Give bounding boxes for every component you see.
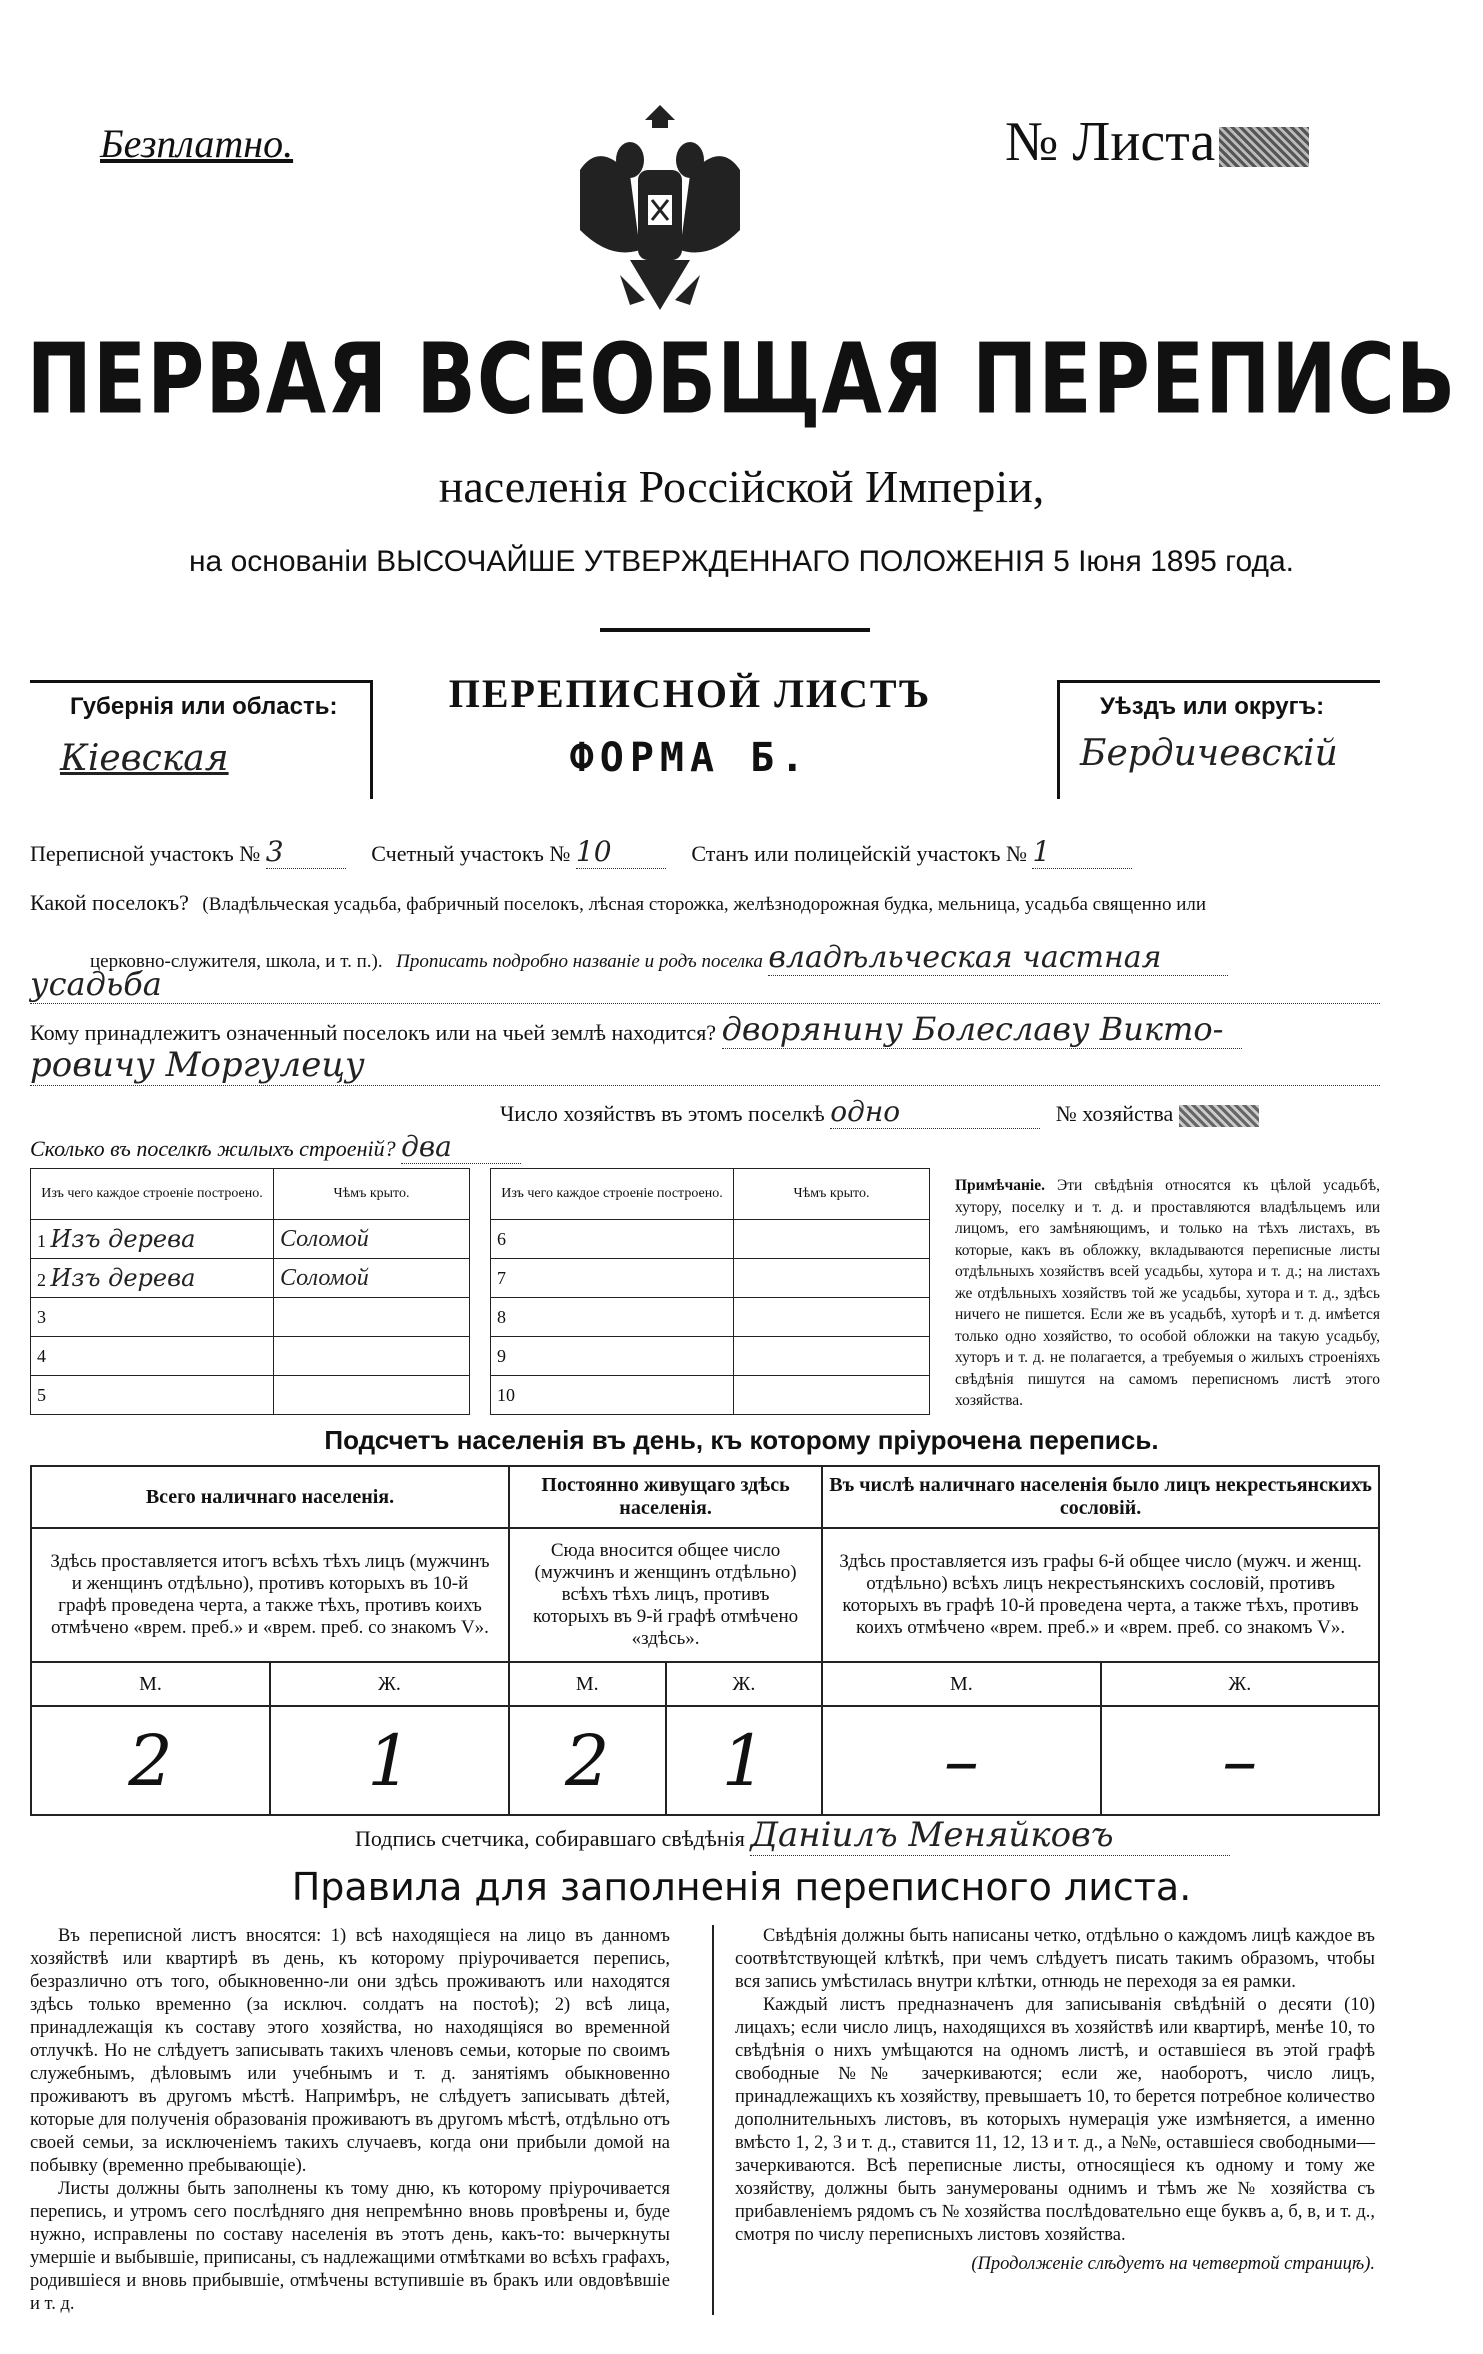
settlement-value-2: усадьба [30,965,1380,1004]
table-row: 3 [31,1298,470,1337]
total-male-value: 2 [31,1706,270,1815]
settlement-question-row [30,890,1206,916]
buildings-table-right: Изъ чего каждое строеніе построено. Чѣмъ крыто. 6 7 8 9 10 [490,1168,930,1415]
household-number-label: № хозяйства [1055,1101,1174,1126]
owner-question-row [30,1010,1242,1049]
count-district-value: 10 [576,835,666,869]
sheet-number [1005,110,1309,174]
table-row: 1 Изъ дерева Соломой [31,1220,470,1259]
rules-left-p2: Листы должны быть заполнены къ тому дню, къ которому пріурочивается перепись, и утромъ сего послѣдняго дня непремѣнно вновь провѣрены и, буде нужно, исправлены по составу населенія въ этотъ день, какъ-то: вычеркнуты умершіе и выбывшіе, приписаны, съ надлежащими отмѣтками во всѣхъ графахъ, родившіеся и вновь прибывшіе, отмѣчены вступившіе въ бракъ или овдовѣвшіе и т. д. [30,2179,670,2314]
rules-right-p2: Каждый листъ предназначенъ для записыванія свѣдѣній о десяти (10) лицахъ; если число лицъ, находящихся въ хозяйствѣ или квартирѣ, менѣе 10, то свѣдѣнія о нихъ умѣщаются на одномъ листѣ, и оставшіеся въ этой графѣ свободные №№ зачеркиваются; если же, наоборотъ, число лицъ, принадлежащихъ къ хозяйству, превышаетъ 10, то берется потребное количество дополнительныхъ листовъ, въ которыхъ нумерація уже измѣняется, а именно вмѣсто 1, 2, 3 и т. д., ставится 11, 12, 13 и т. д., а №№, оставшіеся свободными—зачеркиваются. Всѣ переписные листы, относящіеся къ одному и тому же хозяйству, должны быть занумерованы однимъ и тѣмъ же № хозяйства съ прибавленіемъ рядомъ съ № хозяйства послѣдовательно еще буквъ а, б, в, и т. д., смотря по числу переписныхъ листовъ хозяйства. [735,1995,1375,2245]
table-row: 2 Изъ дерева Соломой [31,1259,470,1298]
table-row: 6 [491,1220,930,1259]
settlement-value-1: владѣльческая частная [768,940,1228,976]
permanent-male-value: 2 [509,1706,666,1815]
district-numbers-row [30,835,1132,869]
rules-left-column [30,1925,670,2316]
owner-value-1: дворянину Болеславу Викто- [722,1010,1242,1049]
settlement-question: Какой поселокъ? [30,890,189,915]
total-female-value: 1 [270,1706,509,1815]
population-col-total: Всего наличнаго населенія. [31,1466,509,1528]
population-table: Всего наличнаго населенія. Постоянно живущаго здѣсь населенія. Въ числѣ наличнаго населенія было лицъ некрестьянскихъ сословій. Здѣсь проставляется итогъ всѣхъ тѣхъ лицъ (мужчинъ и женщинъ отдѣльно), противъ которыхъ въ 10-й графѣ проведена черта, а также тѣхъ, противъ коихъ отмѣчено «врем. преб.» и «врем. преб. со знакомъ V». Сюда вносится общее число (мужчинъ и женщинъ отдѣльно) всѣхъ тѣхъ лицъ, противъ которыхъ въ 9-й графѣ отмѣчено «здѣсь». Здѣсь проставляется изъ графы 6-й общее число (мужч. и женщ. отдѣльно) всѣхъ лицъ некрестьянскихъ сословій, противъ которыхъ въ графѣ 10-й проведена черта, а также тѣхъ, противъ коихъ отмѣчено «врем. преб.» и «врем. преб. со знакомъ V». М. Ж. М. Ж. М. Ж. 2 1 2 1 – – [30,1465,1380,1816]
document-legal-basis: на основаніи ВЫСОЧАЙШЕ УТВЕРЖДЕННАГО ПОЛОЖЕНІЯ 5 Іюня 1895 года. [188,545,1294,578]
sheet-number-label: № Листа [1005,111,1216,173]
table-row: 7 [491,1259,930,1298]
stan-label: Станъ или полицейскій участокъ № [691,841,1027,866]
household-number-scribble [1179,1105,1259,1127]
table-row: 4 [31,1337,470,1376]
table-row: 10 [491,1376,930,1415]
buildings-table-left [30,1168,470,1415]
table-row: 9 [491,1337,930,1376]
signature-row [355,1815,1230,1856]
double-headed-eagle-emblem [560,100,760,330]
sheet-number-scribble [1219,127,1309,167]
rules-left-p1: Въ переписной листъ вносятся: 1) всѣ находящіеся на лицо въ данномъ хозяйствѣ или квартирѣ въ день, къ которому пріурочивается перепись, безразлично отъ того, обыкновенно-ли они здѣсь проживаютъ или находятся здѣсь только временно (за исключ. солдатъ на постоѣ); 2) всѣ лица, принадлежащія къ составу этого хозяйства, но находящіяся во временной отлучкѣ. Но не слѣдуетъ записывать такихъ членовъ семьи, которые по своимъ служебнымъ, дѣловымъ или учебнымъ и т. д. занятіямъ обыкновенно проживаютъ въ другомъ мѣстѣ. Напримѣръ, не слѣдуетъ записывать дѣтей, которые для полученія образованія проживаютъ въ другомъ мѣстѣ, отдѣльно отъ своей семьи, за исключеніемъ такихъ случаевъ, когда они прибыли домой на побывку (временно пребывающіе). [30,1926,670,2176]
rules-heading: Правила для заполненія переписного листа. [291,1865,1192,1909]
permanent-female-value: 1 [666,1706,823,1815]
province-value: Кіевская [60,738,229,779]
population-desc-total: Здѣсь проставляется итогъ всѣхъ тѣхъ лицъ (мужчинъ и женщинъ отдѣльно), противъ которыхъ въ 10-й графѣ проведена черта, а также тѣхъ, противъ коихъ отмѣчено «врем. преб.» и «врем. преб. со знакомъ V». [31,1528,509,1662]
signature-value: Даніилъ Меняйковъ [750,1815,1230,1856]
building-material: Изъ дерева [50,1264,196,1292]
settlement-hint-2: церковно-служителя, школа, и т. п.). [90,951,383,972]
population-desc-non-peasant: Здѣсь проставляется изъ графы 6-й общее число (мужч. и женщ. отдѣльно) всѣхъ лицъ некрестьянскихъ сословій, противъ которыхъ въ графѣ 10-й проведена черта, а также тѣхъ, противъ коихъ отмѣчено «врем. преб.» и «врем. преб. со знакомъ V». [822,1528,1379,1662]
document-title: ПЕРВАЯ ВСЕОБЩАЯ ПЕРЕПИСЬ [26,323,1457,437]
rules-right-column [735,1925,1375,2276]
province-label: Губернія или область: [70,693,338,720]
building-roof: Соломой [274,1220,470,1259]
buildings-value: два [401,1130,521,1164]
building-roof: Соломой [274,1259,470,1298]
population-desc-permanent: Сюда вносится общее число (мужчинъ и женщинъ отдѣльно) всѣхъ тѣхъ лицъ, противъ которыхъ въ 9-й графѣ отмѣчено «здѣсь». [509,1528,822,1662]
households-label: Число хозяйствъ въ этомъ поселкѣ [500,1101,825,1126]
note-block [955,1175,1380,1412]
census-district-label: Переписной участокъ № [30,841,261,866]
owner-value-2: ровичу Моргулецу [30,1045,1380,1086]
building-material: Изъ дерева [50,1225,196,1253]
households-value: одно [830,1095,1040,1129]
note-label: Примѣчаніе. [955,1177,1045,1194]
count-district-label: Счетный участокъ № [371,841,571,866]
form-title: ПЕРЕПИСНОЙ ЛИСТЪ [448,671,932,716]
non-peasant-male-value: – [822,1706,1100,1815]
table-row: 5 [31,1376,470,1415]
buildings-col-roof: Чѣмъ крыто. [274,1169,470,1220]
note-text: Эти свѣдѣнія относятся къ цѣлой усадьбѣ, хутору, поселку и т. д. и проставляются владѣльцемъ или лицомъ, его замѣняющимъ, и только на тѣхъ листахъ, въ которые, какъ въ обложку, вкладываются переписные листы отдѣльныхъ хозяйствъ всей усадьбы, хутора и т. д.; на листахъ же отдѣльныхъ хозяйствъ той же усадьбы, хутора и т. д., здѣсь ничего не пишется. Если же въ усадьбѣ, хуторѣ и т. д. имѣется только одно хозяйство, то особой обложки на такую усадьбу, хуторъ и т. д. не полагается, а требуемыя о жилыхъ строеніяхъ свѣдѣнія пишутся на самомъ переписномъ листѣ этого хозяйства. [955,1177,1381,1409]
population-col-permanent: Постоянно живущаго здѣсь населенія. [509,1466,822,1528]
signature-label: Подпись счетчика, собиравшаго свѣдѣнія [355,1826,745,1851]
non-peasant-female-value: – [1101,1706,1379,1815]
owner-question: Кому принадлежитъ означенный поселокъ или на чьей землѣ находится? [30,1020,717,1045]
population-heading: Подсчетъ населенія въ день, къ которому пріурочена перепись. [324,1425,1159,1455]
rules-divider [712,1925,714,2315]
district-value: Бердичевскій [1080,733,1338,774]
divider-rule [600,628,870,632]
district-label: Уѣздъ или округъ: [1100,693,1325,720]
rules-continued: (Продолженіе слѣдуетъ на четвертой страницѣ). [971,2254,1375,2274]
population-col-non-peasant: Въ числѣ наличнаго населенія было лицъ некрестьянскихъ сословій. [822,1466,1379,1528]
province-box [30,680,373,799]
census-district-value: 3 [266,835,346,869]
households-row [500,1095,1259,1129]
district-box [1057,680,1380,799]
buildings-question-row [30,1130,521,1164]
document-subtitle: населенія Россійской Имперіи, [438,461,1045,512]
table-row: 8 [491,1298,930,1337]
buildings-col-material: Изъ чего каждое строеніе построено. [31,1169,274,1220]
settlement-hint-1: (Владѣльческая усадьба, фабричный поселокъ, лѣсная сторожка, желѣзнодорожная будка, мельница, усадьба священно или [202,894,1207,915]
rules-right-p1: Свѣдѣнія должны быть написаны четко, отдѣльно о каждомъ лицѣ каждое въ соотвѣтствующей клѣткѣ, при чемъ слѣдуетъ писать такимъ образомъ, чтобы вся запись умѣстилась внутри клѣтки, отнюдь не переходя за ея рамки. [735,1926,1375,1992]
form-name: ФОРМА Б. [569,735,811,781]
stan-value: 1 [1032,835,1132,869]
settlement-instruction: Прописать подробно названіе и родъ поселка [396,951,763,972]
free-of-charge-label: Безплатно. [100,121,294,166]
buildings-question: Сколько въ поселкѣ жилыхъ строеній? [30,1136,396,1161]
